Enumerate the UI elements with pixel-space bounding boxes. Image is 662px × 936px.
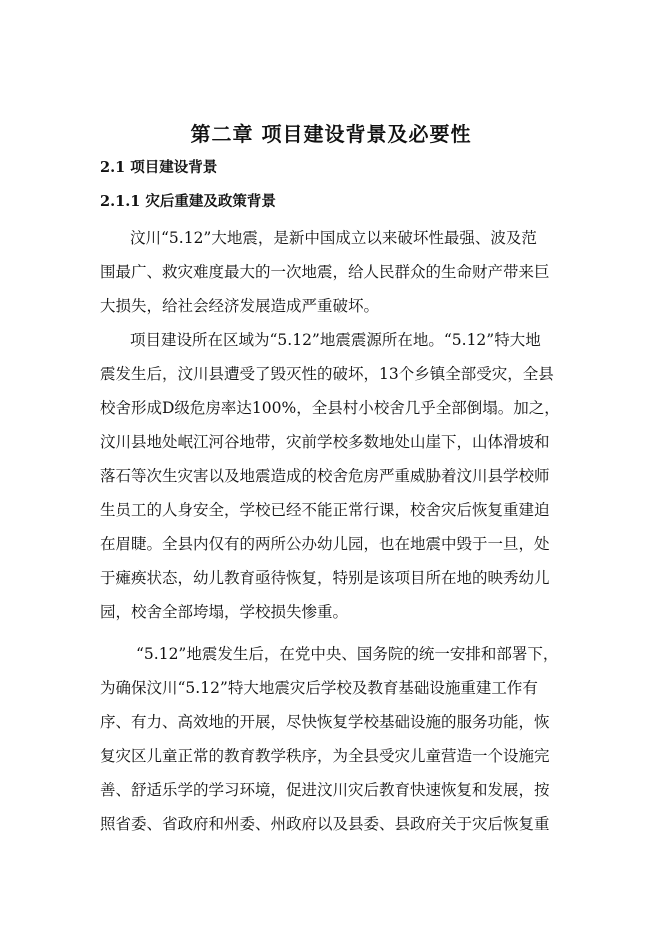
paragraph-line: 序、有力、高效地的开展，尽快恢复学校基础设施的服务功能，恢 [100, 713, 550, 731]
paragraph-line: 围最广、救灾难度最大的一次地震，给人民群众的生命财产带来巨 [100, 263, 550, 281]
paragraph-line: 照省委、省政府和州委、州政府以及县委、县政府关于灾后恢复重 [100, 815, 550, 833]
paragraph-line: 生员工的人身安全，学校已经不能正常行课，校舍灾后恢复重建迫 [100, 501, 550, 519]
paragraph-line: 复灾区儿童正常的教育教学秩序，为全县受灾儿童营造一个设施完 [100, 747, 550, 765]
paragraph-line: 汶川县地处岷江河谷地带，灾前学校多数地处山崖下，山体滑坡和 [100, 433, 550, 451]
paragraph-line: 项目建设所在区域为“5.12”地震震源所在地。“5.12”特大地 [130, 331, 541, 349]
paragraph-line: 于瘫痪状态，幼儿教育亟待恢复，特别是该项目所在地的映秀幼儿 [100, 569, 550, 587]
paragraph-line: 园，校舍全部垮塌，学校损失惨重。 [100, 603, 349, 621]
section-heading: 2.1 项目建设背景 [100, 159, 218, 176]
paragraph-line: 为确保汶川“5.12”特大地震灾后学校及教育基础设施重建工作有 [100, 679, 538, 697]
paragraph-line: 校舍形成D级危房率达100%，全县村小校舍几乎全部倒塌。加之， [100, 399, 560, 417]
paragraph-line: 落石等次生灾害以及地震造成的校舍危房严重威胁着汶川县学校师 [100, 467, 550, 485]
paragraph-line: 大损失，给社会经济发展造成严重破坏。 [100, 297, 380, 315]
subsection-heading: 2.1.1 灾后重建及政策背景 [100, 193, 276, 210]
paragraph-line: 汶川“5.12”大地震，是新中国成立以来破坏性最强、波及范 [130, 229, 537, 247]
paragraph-line: 震发生后，汶川县遭受了毁灭性的破坏，13个乡镇全部受灾，全县 [100, 365, 554, 383]
paragraph-line: 善、舒适乐学的学习环境，促进汶川灾后教育快速恢复和发展，按 [100, 781, 550, 799]
paragraph-line: “5.12”地震发生后，在党中央、国务院的统一安排和部署下， [136, 645, 559, 663]
chapter-title: 第二章 项目建设背景及必要性 [190, 122, 472, 146]
paragraph-line: 在眉睫。全县内仅有的两所公办幼儿园，也在地震中毁于一旦，处 [100, 535, 550, 553]
